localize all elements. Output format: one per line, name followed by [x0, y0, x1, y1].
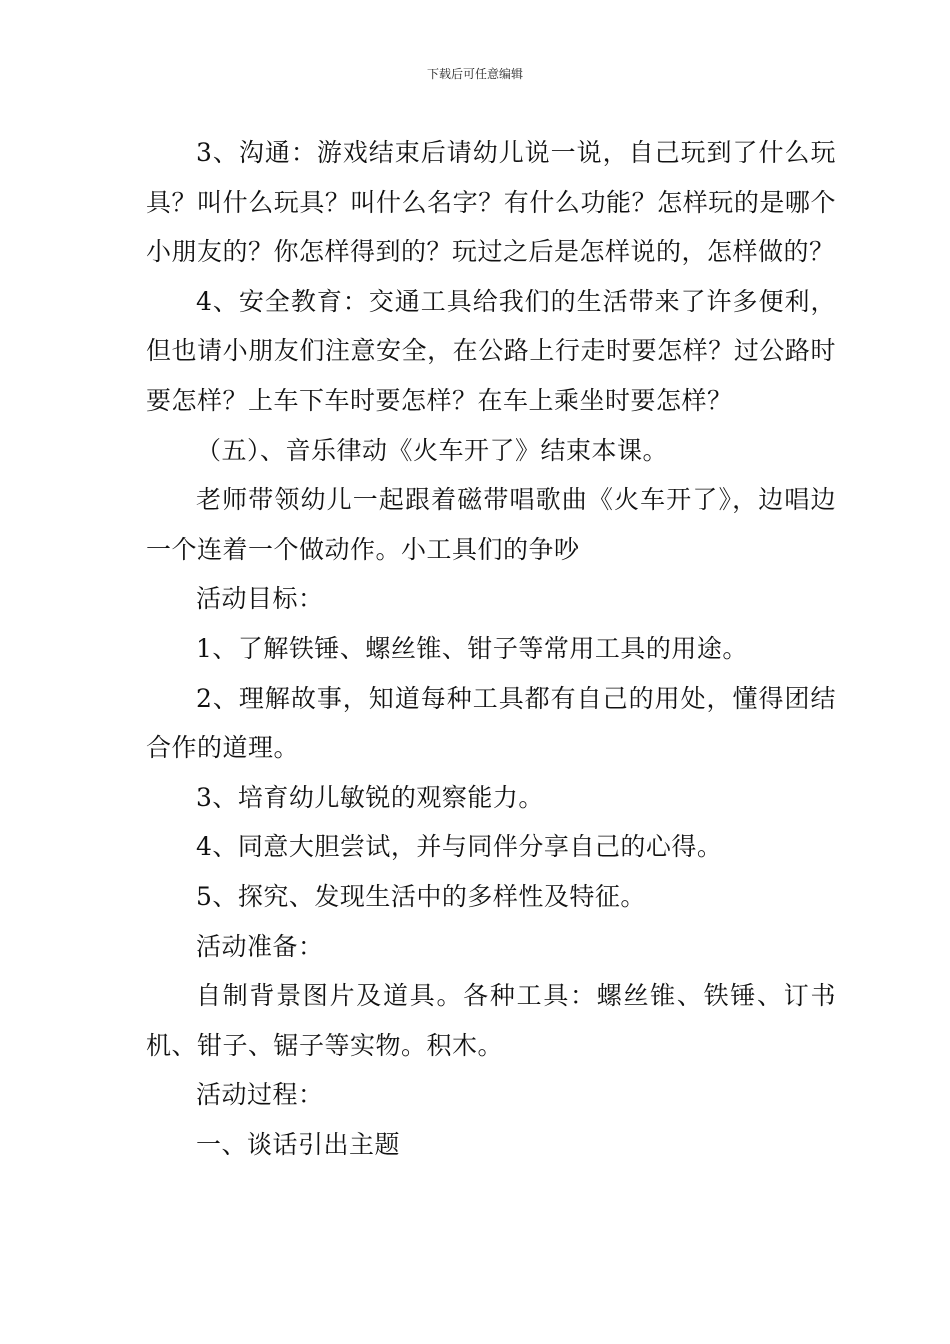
document-body — [146, 128, 836, 1169]
heading-activity-process: 活动过程： — [196, 1080, 324, 1110]
paragraph-step-one: 一、谈话引出主题 — [196, 1129, 401, 1159]
goal-item-2: 2、理解故事，知道每种工具都有自己的用处，懂得团结合作的道理。 — [146, 683, 836, 763]
heading-activity-preparation: 活动准备： — [196, 931, 324, 961]
paragraph-communication: 3、沟通：游戏结束后请幼儿说一说，自己玩到了什么玩具？叫什么玩具？叫什么名字？有什么功能？怎样玩的是哪个小朋友的？你怎样得到的？玩过之后是怎样说的，怎样做的？ — [146, 138, 836, 267]
paragraph-teacher-leads: 老师带领幼儿一起跟着磁带唱歌曲《火车开了》，边唱边一个连着一个做动作。小工具们的争吵 — [146, 485, 836, 564]
paragraph-section-five: （五）、音乐律动《火车开了》结束本课。 — [196, 435, 669, 465]
heading-activity-goals: 活动目标： — [196, 584, 324, 614]
page-header: 下载后可任意编辑 — [426, 67, 523, 81]
goal-item-3: 3、培育幼儿敏锐的观察能力。 — [196, 782, 544, 812]
goal-item-4: 4、同意大胆尝试，并与同伴分享自己的心得。 — [196, 832, 723, 862]
paragraph-preparation-items: 自制背景图片及道具。各种工具：螺丝锥、铁锤、订书机、钳子、锯子等实物。积木。 — [146, 981, 836, 1060]
paragraph-safety-education: 4、安全教育：交通工具给我们的生活带来了许多便利，但也请小朋友们注意安全，在公路上行走时要怎样？过公路时要怎样？上车下车时要怎样？在车上乘坐时要怎样？ — [146, 286, 836, 415]
goal-item-1: 1、了解铁锤、螺丝锥、钳子等常用工具的用途。 — [196, 633, 748, 663]
goal-item-5: 5、探究、发现生活中的多样性及特征。 — [196, 881, 646, 911]
